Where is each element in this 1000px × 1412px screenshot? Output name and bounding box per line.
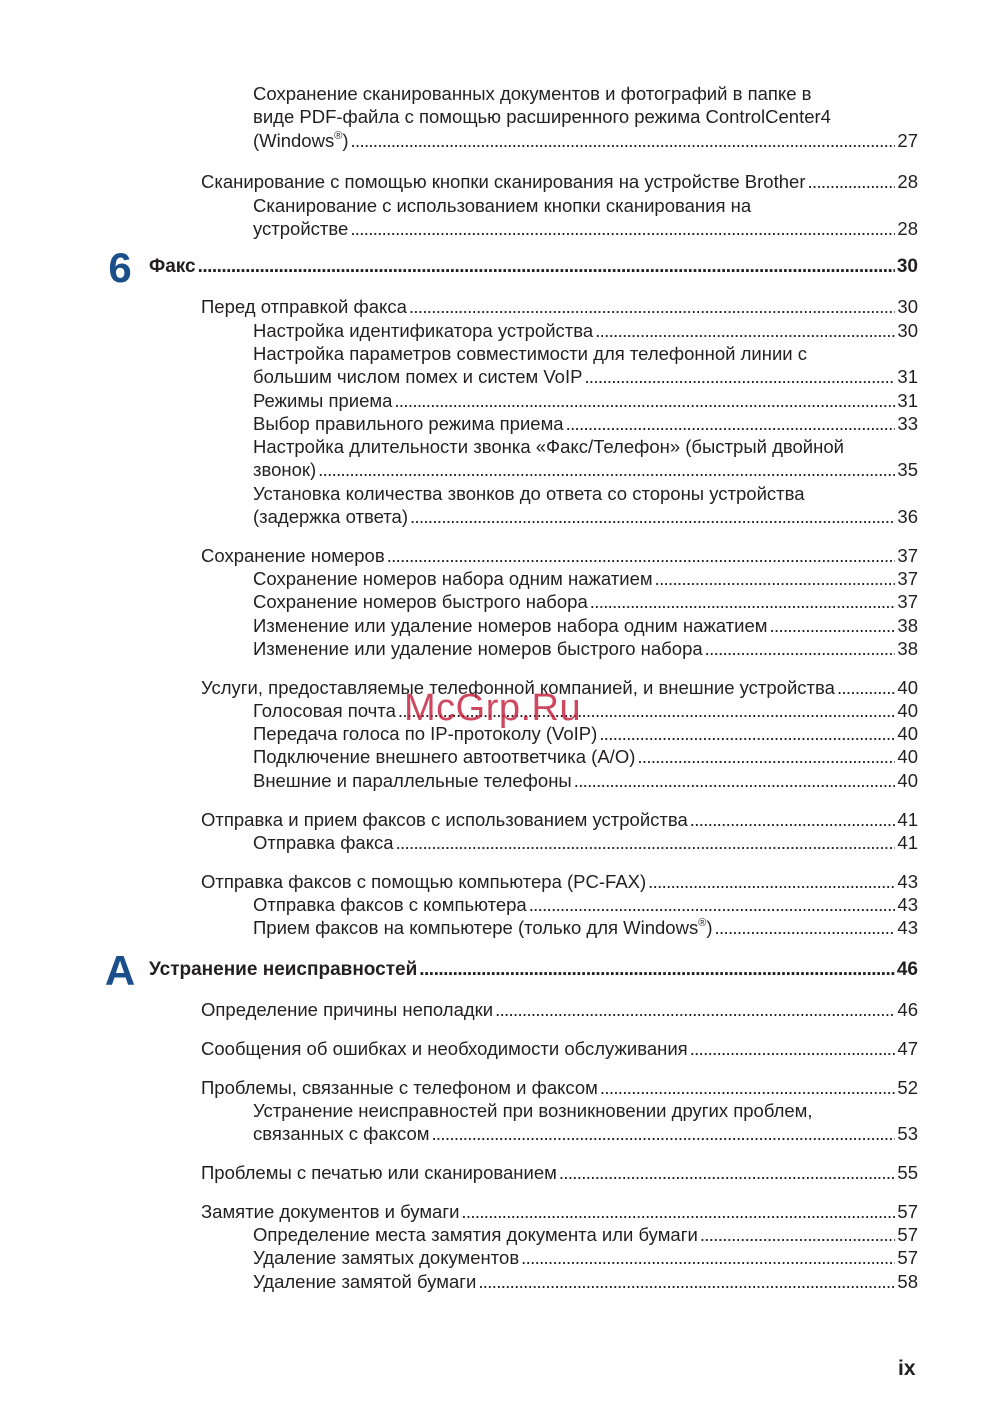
toc-page-number: 47 (897, 1038, 918, 1059)
toc-section[interactable] (201, 998, 918, 1021)
dot-leader (198, 255, 895, 278)
dot-leader (715, 916, 896, 939)
dot-leader (521, 1246, 895, 1269)
toc-page-number: 27 (897, 129, 918, 151)
toc-entry-title (253, 1223, 700, 1246)
toc-page-number: 35 (897, 459, 918, 481)
toc-subsection[interactable] (253, 482, 918, 529)
toc-page-number: 55 (897, 1162, 918, 1183)
dot-leader (396, 831, 896, 854)
toc-entry-title (253, 365, 584, 388)
dot-leader (409, 295, 896, 318)
toc-page-number: 43 (897, 871, 918, 892)
toc-entry-title-text: Подключение внешнего автоответчика (A/O) (253, 746, 636, 767)
toc-entry-title-text: связанных с факсом (253, 1123, 430, 1145)
toc-section[interactable] (201, 1200, 918, 1223)
toc-subsection[interactable] (253, 435, 918, 482)
toc-section[interactable] (201, 1161, 918, 1184)
dot-leader (599, 722, 895, 745)
dot-leader (431, 1122, 895, 1145)
toc-subsection[interactable] (253, 1270, 918, 1293)
toc-page-number: 37 (897, 545, 918, 566)
toc-page-number: 33 (897, 413, 918, 434)
toc-entry-title (201, 1161, 559, 1184)
toc-entry-title-text: Определение причины неполадки (201, 999, 494, 1020)
toc-entry-title-text: Перед отправкой факса (201, 296, 407, 317)
toc-page-number: 43 (897, 917, 918, 938)
toc-entry-title-text: Удаление замятой бумаги (253, 1271, 477, 1292)
toc-entry-title-text: Режимы приема (253, 390, 393, 411)
toc-entry-title (253, 614, 770, 637)
toc-page-number: 30 (897, 296, 918, 317)
toc-page-number: 31 (897, 366, 918, 388)
toc-entry-title (253, 745, 637, 768)
toc-subsection[interactable] (253, 745, 918, 768)
toc-entry-title-text: Сообщения об ошибках и необходимости обслуживания (201, 1038, 688, 1059)
dot-leader (351, 129, 896, 152)
toc-section[interactable] (201, 1037, 918, 1060)
toc-entry-title (253, 699, 398, 722)
dot-leader (705, 637, 896, 660)
toc-entry-title (253, 893, 529, 916)
dot-leader (600, 1076, 896, 1099)
toc-entry-title (253, 458, 318, 481)
toc-entry-title (253, 1122, 431, 1145)
toc-entry-title (201, 870, 648, 893)
dot-leader (690, 1037, 896, 1060)
toc-entry-title-text: Отправка факсов с помощью компьютера (PC-FAX) (201, 871, 647, 892)
toc-page-number: 40 (897, 746, 918, 767)
dot-leader (690, 808, 896, 831)
toc-entry-title-text: (Windows (253, 129, 335, 151)
chapter-number: 6 (108, 244, 132, 291)
toc-subsection[interactable] (253, 194, 918, 241)
toc-entry-title-text: Изменение или удаление номеров набора одним нажатием (253, 615, 768, 636)
toc-entry-title-text: звонок) (253, 459, 317, 481)
chapter-number: A (104, 947, 136, 994)
toc-entry-title-text: (задержка ответа) (253, 506, 408, 528)
dot-leader (770, 614, 896, 637)
toc-entry-title (253, 769, 574, 792)
toc-page-number: 57 (897, 1201, 918, 1222)
toc-subsection[interactable] (253, 614, 918, 637)
toc-subsection[interactable] (253, 82, 918, 152)
toc-entry-title-text: большим числом помех и систем VoIP (253, 366, 583, 388)
toc-page-number: 53 (897, 1123, 918, 1145)
toc-entry-title (253, 567, 655, 590)
toc-page-number: 28 (897, 218, 918, 240)
dot-leader (394, 389, 895, 412)
dot-leader (595, 319, 895, 342)
toc-page-number: 40 (897, 770, 918, 791)
toc-subsection[interactable] (253, 722, 918, 745)
toc-page-number: 43 (897, 894, 918, 915)
dot-leader (590, 590, 896, 613)
toc-page-number: 31 (897, 390, 918, 411)
toc-subsection[interactable] (253, 412, 918, 435)
dot-leader (559, 1161, 896, 1184)
toc-section[interactable] (201, 808, 918, 831)
toc-subsection[interactable] (253, 916, 918, 939)
toc-entry-title-text: Отправка факсов с компьютера (253, 894, 527, 915)
toc-page-number: 28 (897, 171, 918, 192)
toc-entry-title-text: Сохранение номеров (201, 545, 385, 566)
toc-entry-title (201, 1200, 461, 1223)
toc-subsection[interactable] (253, 769, 918, 792)
toc-page-number: 37 (897, 591, 918, 612)
dot-leader (566, 412, 896, 435)
toc-subsection[interactable] (253, 893, 918, 916)
dot-leader (461, 1200, 895, 1223)
dot-leader (637, 745, 895, 768)
toc-subsection[interactable] (253, 1099, 918, 1146)
toc-page-number: 38 (897, 638, 918, 659)
toc-page-number: 41 (897, 809, 918, 830)
toc-entry-title-text: Замятие документов и бумаги (201, 1201, 460, 1222)
toc-entry-title-text: Прием факсов на компьютере (только для Windows (253, 917, 699, 938)
toc-page-number: 46 (897, 999, 918, 1020)
watermark: McGrp.Ru (404, 687, 582, 729)
toc-entry-title (253, 916, 715, 939)
toc-entry-title-text: Факс (149, 256, 196, 277)
toc-entry-title (253, 637, 705, 660)
toc-page-number: 30 (897, 320, 918, 341)
dot-leader (574, 769, 896, 792)
toc-page-number: 36 (897, 506, 918, 528)
dot-leader (478, 1270, 895, 1293)
toc-entry-title-text: Удаление замятых документов (253, 1247, 520, 1268)
toc-page-number: 57 (897, 1224, 918, 1245)
toc-entry-text-line: Настройка параметров совместимости для телефонной линии с (253, 343, 808, 364)
toc-entry-text-line: виде PDF-файла с помощью расширенного режима ControlCenter4 (253, 106, 831, 128)
dot-leader (837, 676, 895, 699)
toc-section[interactable] (201, 870, 918, 893)
toc-entry-title (149, 255, 198, 278)
toc-entry-title-text: Передача голоса по IP-протоколу (VoIP) (253, 723, 598, 744)
toc-page-number: 40 (897, 677, 918, 698)
toc-subsection[interactable] (253, 637, 918, 660)
toc-entry-title (201, 295, 409, 318)
toc-entry-title-text: Отправка и прием факсов с использованием устройства (201, 809, 688, 830)
toc-entry-title-text: Услуги, предоставляемые телефонной компанией, и внешние устройства (201, 677, 835, 698)
toc-entry-title (253, 1246, 521, 1269)
dot-leader (529, 893, 896, 916)
toc-subsection[interactable] (253, 1223, 918, 1246)
toc-section[interactable] (201, 544, 918, 567)
toc-subsection[interactable] (253, 567, 918, 590)
dot-leader (387, 544, 896, 567)
toc-entry-title (201, 1076, 600, 1099)
toc-entry-text-line: Устранение неисправностей при возникновении других проблем, (253, 1100, 813, 1121)
toc-page-number: 46 (896, 959, 918, 980)
dot-leader (410, 505, 895, 528)
toc-page-number: 30 (896, 256, 918, 277)
toc-entry-title-suffix: ) (706, 917, 713, 938)
toc-chapter[interactable] (149, 958, 918, 981)
toc-entry-text-line: Установка количества звонков до ответа со стороны устройства (253, 483, 805, 504)
toc-subsection[interactable] (253, 389, 918, 412)
toc-entry-title (149, 958, 419, 981)
toc-entry-title (253, 129, 351, 152)
toc-entry-title (201, 998, 495, 1021)
toc-subsection[interactable] (253, 342, 918, 389)
toc-entry-title-text: Сохранение номеров набора одним нажатием (253, 568, 653, 589)
dot-leader (648, 870, 895, 893)
toc-entry-title (253, 831, 396, 854)
toc-section[interactable] (201, 295, 918, 318)
toc-page-number: 41 (897, 832, 918, 853)
page-number: ix (898, 1357, 916, 1380)
toc-section[interactable] (201, 1076, 918, 1099)
toc-subsection[interactable] (253, 590, 918, 613)
toc-page-number: 58 (897, 1271, 918, 1292)
toc-chapter[interactable] (149, 255, 918, 278)
toc-entry-title (253, 389, 394, 412)
toc-entry-title-text: Проблемы, связанные с телефоном и факсом (201, 1077, 598, 1098)
dot-leader (495, 998, 895, 1021)
toc-entry-title-text: Устранение неисправностей (149, 959, 418, 980)
toc-entry-title (253, 505, 410, 528)
toc-entry-title (201, 544, 387, 567)
toc-page-number: 37 (897, 568, 918, 589)
toc-entry-title-suffix: ) (342, 129, 349, 151)
toc-page-number: 57 (897, 1247, 918, 1268)
toc-entry-text-line: Сохранение сканированных документов и фотографий в папке в (253, 83, 812, 104)
dot-leader (584, 365, 895, 388)
toc-entry-title-text: Настройка идентификатора устройства (253, 320, 594, 341)
toc-subsection[interactable] (253, 319, 918, 342)
dot-leader (655, 567, 896, 590)
toc-entry-title-text: Определение места замятия документа или бумаги (253, 1224, 698, 1245)
dot-leader (807, 170, 895, 193)
toc-entry-title (201, 1037, 690, 1060)
toc-page-number: 40 (897, 723, 918, 744)
toc-entry-title-text: Сканирование с помощью кнопки сканирования на устройстве Brother (201, 171, 806, 192)
registered-mark: ® (698, 917, 707, 929)
toc-page-number: 38 (897, 615, 918, 636)
dot-leader (419, 958, 895, 981)
toc-entry-title (253, 590, 590, 613)
toc-entry-title-text: Сохранение номеров быстрого набора (253, 591, 588, 612)
toc-entry-title-text: Отправка факса (253, 832, 394, 853)
toc-entry-title (253, 217, 350, 240)
registered-mark: ® (334, 129, 343, 142)
toc-subsection[interactable] (253, 699, 918, 722)
toc-entry-title (253, 1270, 478, 1293)
dot-leader (700, 1223, 896, 1246)
toc-subsection[interactable] (253, 831, 918, 854)
toc-entry-title-text: устройстве (253, 218, 349, 240)
toc-entry-title (201, 170, 807, 193)
toc-entry-title-text: Выбор правильного режима приема (253, 413, 564, 434)
toc-entry-title-text: Голосовая почта (253, 700, 396, 721)
toc-entry-text-line: Настройка длительности звонка «Факс/Телефон» (быстрый двойной (253, 436, 844, 457)
dot-leader (318, 458, 895, 481)
toc-entry-title-text: Проблемы с печатью или сканированием (201, 1162, 557, 1183)
toc-entry-text-line: Сканирование с использованием кнопки сканирования на (253, 195, 752, 216)
toc-subsection[interactable] (253, 1246, 918, 1269)
toc-page-number: 52 (897, 1077, 918, 1098)
toc-page-number: 40 (897, 700, 918, 721)
toc-entry-title (201, 808, 690, 831)
toc-entry-title (253, 319, 595, 342)
toc-entry-title-text: Внешние и параллельные телефоны (253, 770, 572, 791)
dot-leader (350, 217, 895, 240)
toc-section[interactable] (201, 170, 918, 193)
toc-entry-title (253, 412, 566, 435)
toc-entry-title-text: Изменение или удаление номеров быстрого набора (253, 638, 703, 659)
